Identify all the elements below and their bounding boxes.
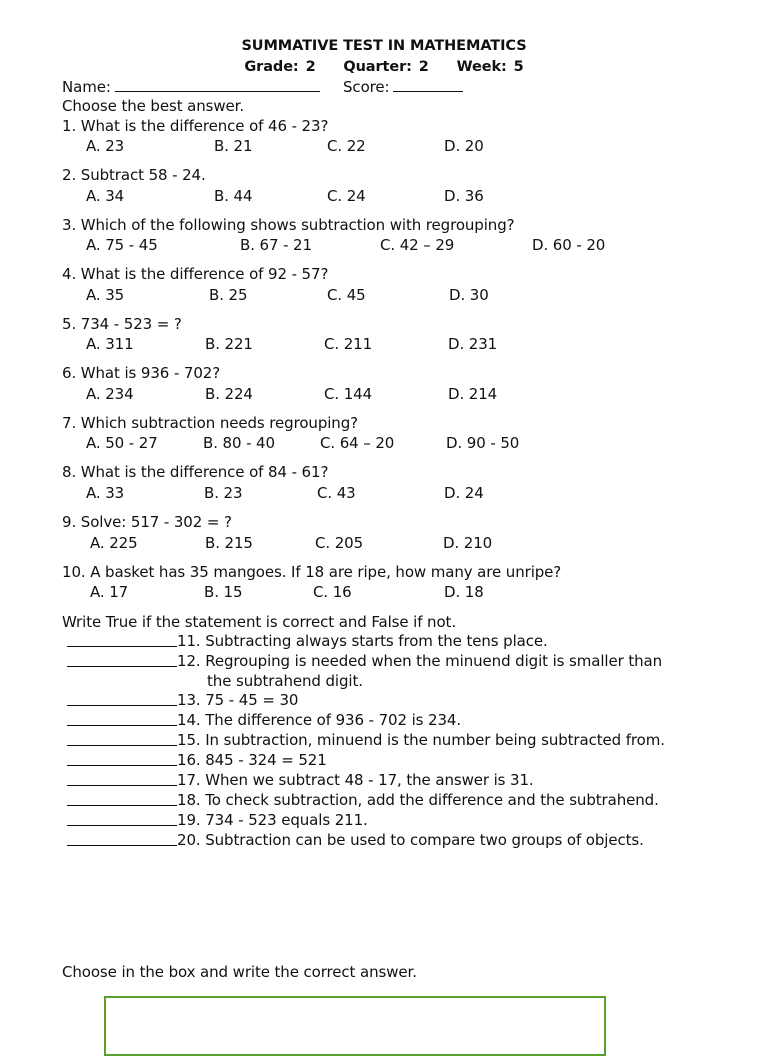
q8-choice-a: A. 33 [86, 484, 125, 502]
q3-choice-d: D. 60 - 20 [532, 236, 606, 254]
quarter-label: Quarter: 2 [343, 59, 429, 75]
q2-choice-a: A. 34 [86, 187, 125, 205]
tf-item-11: 11. Subtracting always starts from the tens place. [177, 632, 548, 650]
q2-choice-b: B. 44 [214, 187, 253, 205]
question-2: 2. Subtract 58 - 24. [62, 166, 206, 184]
q8-choice-b: B. 23 [204, 484, 243, 502]
q7-choice-c: C. 64 – 20 [320, 434, 395, 452]
score-field[interactable] [393, 77, 463, 92]
answer-blank-16[interactable] [67, 751, 177, 766]
q3-choice-b: B. 67 - 21 [240, 236, 312, 254]
tf-item-18: 18. To check subtraction, add the difference and the subtrahend. [177, 791, 659, 809]
q1-choice-d: D. 20 [444, 137, 484, 155]
q2-choice-c: C. 24 [327, 187, 366, 205]
q4-choice-b: B. 25 [209, 286, 248, 304]
q10-choice-c: C. 16 [313, 583, 352, 601]
question-6: 6. What is 936 - 702? [62, 364, 221, 382]
tf-item-12: 12. Regrouping is needed when the minuend digit is smaller than [177, 652, 663, 670]
q10-choice-d: D. 18 [444, 583, 484, 601]
q6-choice-b: B. 224 [205, 385, 253, 403]
q9-choice-d: D. 210 [443, 534, 493, 552]
question-8: 8. What is the difference of 84 - 61? [62, 463, 329, 481]
answer-choices-box [104, 996, 606, 1056]
name-field[interactable] [115, 77, 320, 92]
tf-item-12-continuation: the subtrahend digit. [207, 672, 363, 690]
tf-item-20: 20. Subtraction can be used to compare two groups of objects. [177, 831, 644, 849]
q7-choice-d: D. 90 - 50 [446, 434, 520, 452]
tf-item-16: 16. 845 - 324 = 521 [177, 751, 327, 769]
q1-choice-c: C. 22 [327, 137, 366, 155]
q2-choice-d: D. 36 [444, 187, 484, 205]
score-label: Score: [343, 78, 390, 96]
answer-blank-20[interactable] [67, 831, 177, 846]
tf-item-15: 15. In subtraction, minuend is the number being subtracted from. [177, 731, 665, 749]
q8-choice-c: C. 43 [317, 484, 356, 502]
answer-blank-13[interactable] [67, 691, 177, 706]
q10-choice-a: A. 17 [90, 583, 129, 601]
part3-instruction: Choose in the box and write the correct answer. [62, 963, 417, 981]
grade-label: Grade: 2 [244, 59, 316, 75]
q4-choice-c: C. 45 [327, 286, 366, 304]
q1-choice-b: B. 21 [214, 137, 253, 155]
part2-instruction: Write True if the statement is correct and False if not. [62, 613, 456, 631]
q8-choice-d: D. 24 [444, 484, 484, 502]
week-label: Week: 5 [456, 59, 524, 75]
answer-blank-12[interactable] [67, 652, 177, 667]
tf-item-17: 17. When we subtract 48 - 17, the answer is 31. [177, 771, 534, 789]
q5-choice-c: C. 211 [324, 335, 373, 353]
question-7: 7. Which subtraction needs regrouping? [62, 414, 358, 432]
q5-choice-a: A. 311 [86, 335, 134, 353]
question-10: 10. A basket has 35 mangoes. If 18 are ripe, how many are unripe? [62, 563, 562, 581]
q6-choice-c: C. 144 [324, 385, 373, 403]
q4-choice-a: A. 35 [86, 286, 125, 304]
q6-choice-a: A. 234 [86, 385, 134, 403]
question-5: 5. 734 - 523 = ? [62, 315, 182, 333]
name-label: Name: [62, 78, 111, 96]
test-subtitle [0, 58, 768, 77]
q5-choice-d: D. 231 [448, 335, 498, 353]
q7-choice-b: B. 80 - 40 [203, 434, 275, 452]
part1-instruction: Choose the best answer. [62, 97, 245, 115]
q6-choice-d: D. 214 [448, 385, 498, 403]
q3-choice-c: C. 42 – 29 [380, 236, 455, 254]
answer-blank-14[interactable] [67, 711, 177, 726]
q1-choice-a: A. 23 [86, 137, 125, 155]
answer-blank-15[interactable] [67, 731, 177, 746]
q5-choice-b: B. 221 [205, 335, 253, 353]
tf-item-13: 13. 75 - 45 = 30 [177, 691, 299, 709]
answer-blank-19[interactable] [67, 811, 177, 826]
q4-choice-d: D. 30 [449, 286, 489, 304]
question-1: 1. What is the difference of 46 - 23? [62, 117, 329, 135]
name-row [62, 77, 320, 97]
answer-blank-18[interactable] [67, 791, 177, 806]
answer-blank-17[interactable] [67, 771, 177, 786]
score-row [343, 77, 463, 97]
answer-blank-11[interactable] [67, 632, 177, 647]
q9-choice-c: C. 205 [315, 534, 364, 552]
question-3: 3. Which of the following shows subtraction with regrouping? [62, 216, 515, 234]
q7-choice-a: A. 50 - 27 [86, 434, 158, 452]
q9-choice-a: A. 225 [90, 534, 138, 552]
tf-item-19: 19. 734 - 523 equals 211. [177, 811, 368, 829]
question-9: 9. Solve: 517 - 302 = ? [62, 513, 232, 531]
question-4: 4. What is the difference of 92 - 57? [62, 265, 329, 283]
q3-choice-a: A. 75 - 45 [86, 236, 158, 254]
q10-choice-b: B. 15 [204, 583, 243, 601]
tf-item-14: 14. The difference of 936 - 702 is 234. [177, 711, 462, 729]
q9-choice-b: B. 215 [205, 534, 253, 552]
test-title: SUMMATIVE TEST IN MATHEMATICS [241, 38, 527, 54]
